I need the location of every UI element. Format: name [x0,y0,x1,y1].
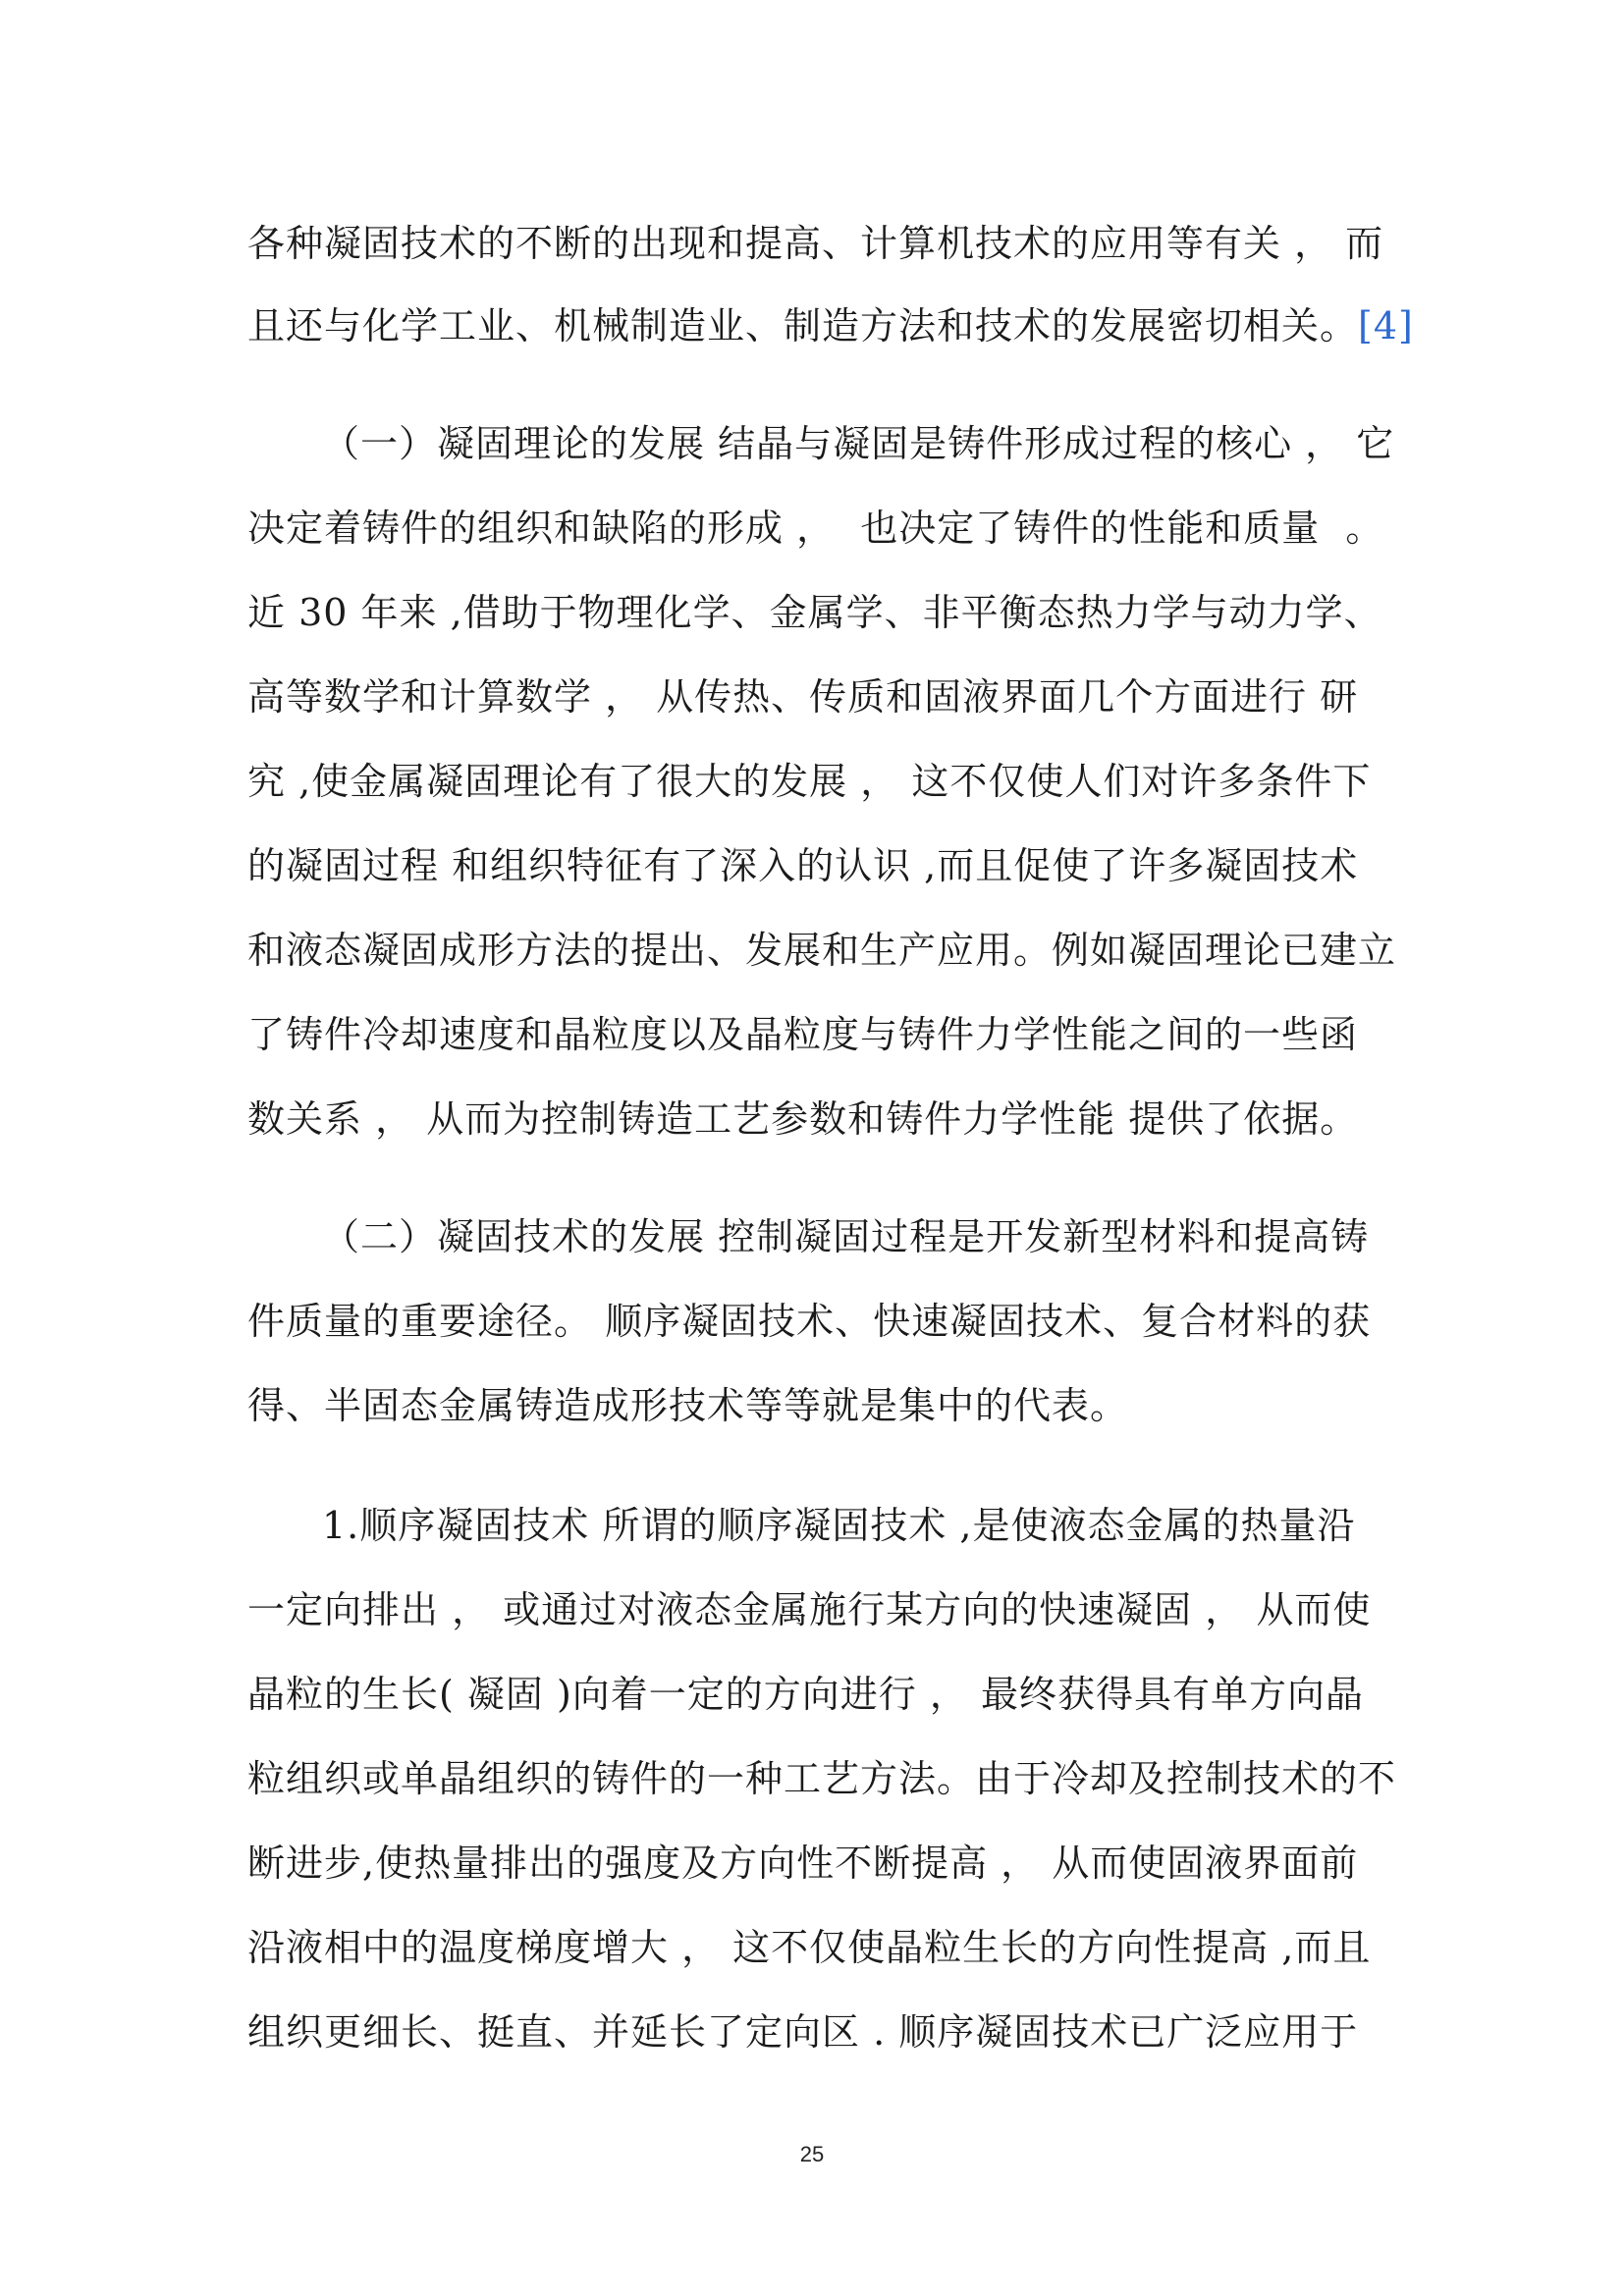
paragraph-2-line-9: 数关系 ， 从而为控制铸造工艺参数和铸件力学性能 提供了依据。 [247,1097,1359,1141]
paragraph-4-line-6: 沿液相中的温度梯度增大 ， 这不仅使晶粒生长的方向性提高 ,而且 [247,1926,1372,1969]
page-number: 25 [799,2142,825,2166]
paragraph-3-line-2: 件质量的重要途径。 顺序凝固技术、快速凝固技术、复合材料的获 [247,1300,1372,1343]
paragraph-4-line-1: 1.顺序凝固技术 所谓的顺序凝固技术 ,是使液态金属的热量沿 [322,1504,1356,1547]
citation-link[interactable]: [4] [1358,304,1414,347]
paragraph-2-line-4: 高等数学和计算数学 ， 从传热、传质和固液界面几个方面进行 研 [247,675,1359,719]
paragraph-2-line-5: 究 ,使金属凝固理论有了很大的发展 ， 这不仅使人们对许多条件下 [247,760,1372,803]
paragraph-2-line-2: 决定着铸件的组织和缺陷的形成 ， 也决定了铸件的性能和质量 。 [247,507,1384,550]
paragraph-2-line-6: 的凝固过程 和组织特征有了深入的认识 ,而且促使了许多凝固技术 [247,844,1359,887]
paragraph-4-line-4: 粒组织或单晶组织的铸件的一种工艺方法。由于冷却及控制技术的不 [247,1757,1397,1800]
paragraph-1-line-1: 各种凝固技术的不断的出现和提高、计算机技术的应用等有关 ， 而 [247,222,1384,265]
paragraph-3-line-3: 得、半固态金属铸造成形技术等等就是集中的代表。 [247,1384,1129,1427]
paragraph-1-line-2-text: 且还与化学工业、机械制造业、制造方法和技术的发展密切相关。 [247,304,1359,347]
paragraph-4-line-3: 晶粒的生长( 凝固 )向着一定的方向进行 ， 最终获得具有单方向晶 [247,1673,1364,1716]
paragraph-4-line-2: 一定向排出 ， 或通过对液态金属施行某方向的快速凝固 ， 从而使 [247,1588,1372,1631]
paragraph-2-line-8: 了铸件冷却速度和晶粒度以及晶粒度与铸件力学性能之间的一些函 [247,1013,1359,1056]
paragraph-1-line-2 [247,302,1414,349]
paragraph-2-line-7: 和液态凝固成形方法的提出、发展和生产应用。例如凝固理论已建立 [247,929,1397,972]
paragraph-2-line-3: 近 30 年来 ,借助于物理化学、金属学、非平衡态热力学与动力学、 [247,591,1382,634]
paragraph-4-line-5: 断进步,使热量排出的强度及方向性不断提高 ， 从而使固液界面前 [247,1842,1359,1885]
paragraph-2-line-1: （一）凝固理论的发展 结晶与凝固是铸件形成过程的核心 ， 它 [322,422,1395,465]
paragraph-4-line-7: 组织更细长、挺直、并延长了定向区 . 顺序凝固技术已广泛应用于 [247,2010,1359,2054]
paragraph-3-line-1: （二）凝固技术的发展 控制凝固过程是开发新型材料和提高铸 [322,1215,1370,1258]
